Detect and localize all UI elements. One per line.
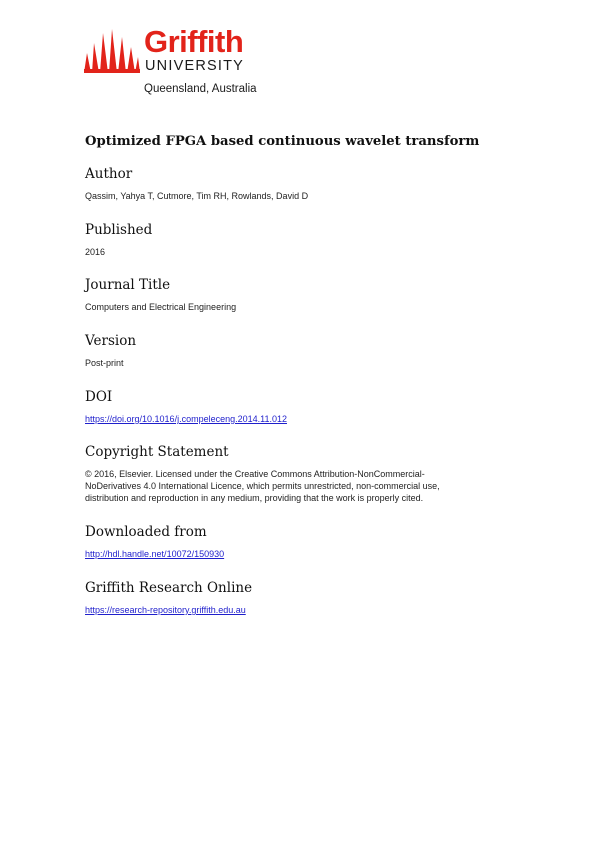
- copyright-line: NoDerivatives 4.0 International Licence, which permits unrestricted, non-commercial use,: [85, 481, 440, 491]
- handle-link[interactable]: http://hdl.handle.net/10072/150930: [85, 549, 225, 559]
- published-value: 2016: [85, 247, 106, 257]
- author-value: Qassim, Yahya T, Cutmore, Tim RH, Rowlands, David D: [85, 191, 309, 201]
- copyright-line: © 2016, Elsevier. Licensed under the Creative Commons Attribution-NonCommercial-: [85, 469, 425, 479]
- copyright-text: [85, 468, 485, 504]
- repository-section: [85, 580, 505, 618]
- doi-link[interactable]: https://doi.org/10.1016/j.compeleceng.2014.11.012: [85, 414, 287, 424]
- copyright-section: [85, 444, 505, 504]
- downloaded-heading: Downloaded from: [85, 524, 207, 540]
- journal-section: [85, 277, 505, 313]
- copyright-heading: Copyright Statement: [85, 444, 229, 460]
- logo-university-text: UNIVERSITY: [145, 58, 245, 74]
- repository-heading: Griffith Research Online: [85, 580, 253, 596]
- journal-heading: Journal Title: [85, 277, 171, 293]
- griffith-flame-emblem-icon: [84, 29, 140, 73]
- version-value: Post-print: [85, 358, 124, 368]
- published-section: [85, 222, 505, 258]
- copyright-line: distribution and reproduction in any medium, providing that the work is properly cited.: [85, 493, 424, 503]
- doi-section: [85, 389, 505, 427]
- version-heading: Version: [85, 333, 137, 349]
- published-heading: Published: [85, 222, 153, 238]
- downloaded-section: [85, 524, 505, 562]
- griffith-university-logo: [84, 24, 274, 99]
- repository-link[interactable]: https://research-repository.griffith.edu.au: [85, 605, 246, 615]
- journal-value: Computers and Electrical Engineering: [85, 302, 237, 312]
- logo-wordmark: Griffith: [144, 24, 244, 59]
- author-heading: Author: [85, 166, 133, 182]
- logo-location-text: Queensland, Australia: [144, 83, 257, 95]
- author-section: [85, 166, 505, 202]
- doi-heading: DOI: [85, 389, 113, 405]
- document-title: Optimized FPGA based continuous wavelet transform: [85, 134, 480, 149]
- version-section: [85, 333, 505, 369]
